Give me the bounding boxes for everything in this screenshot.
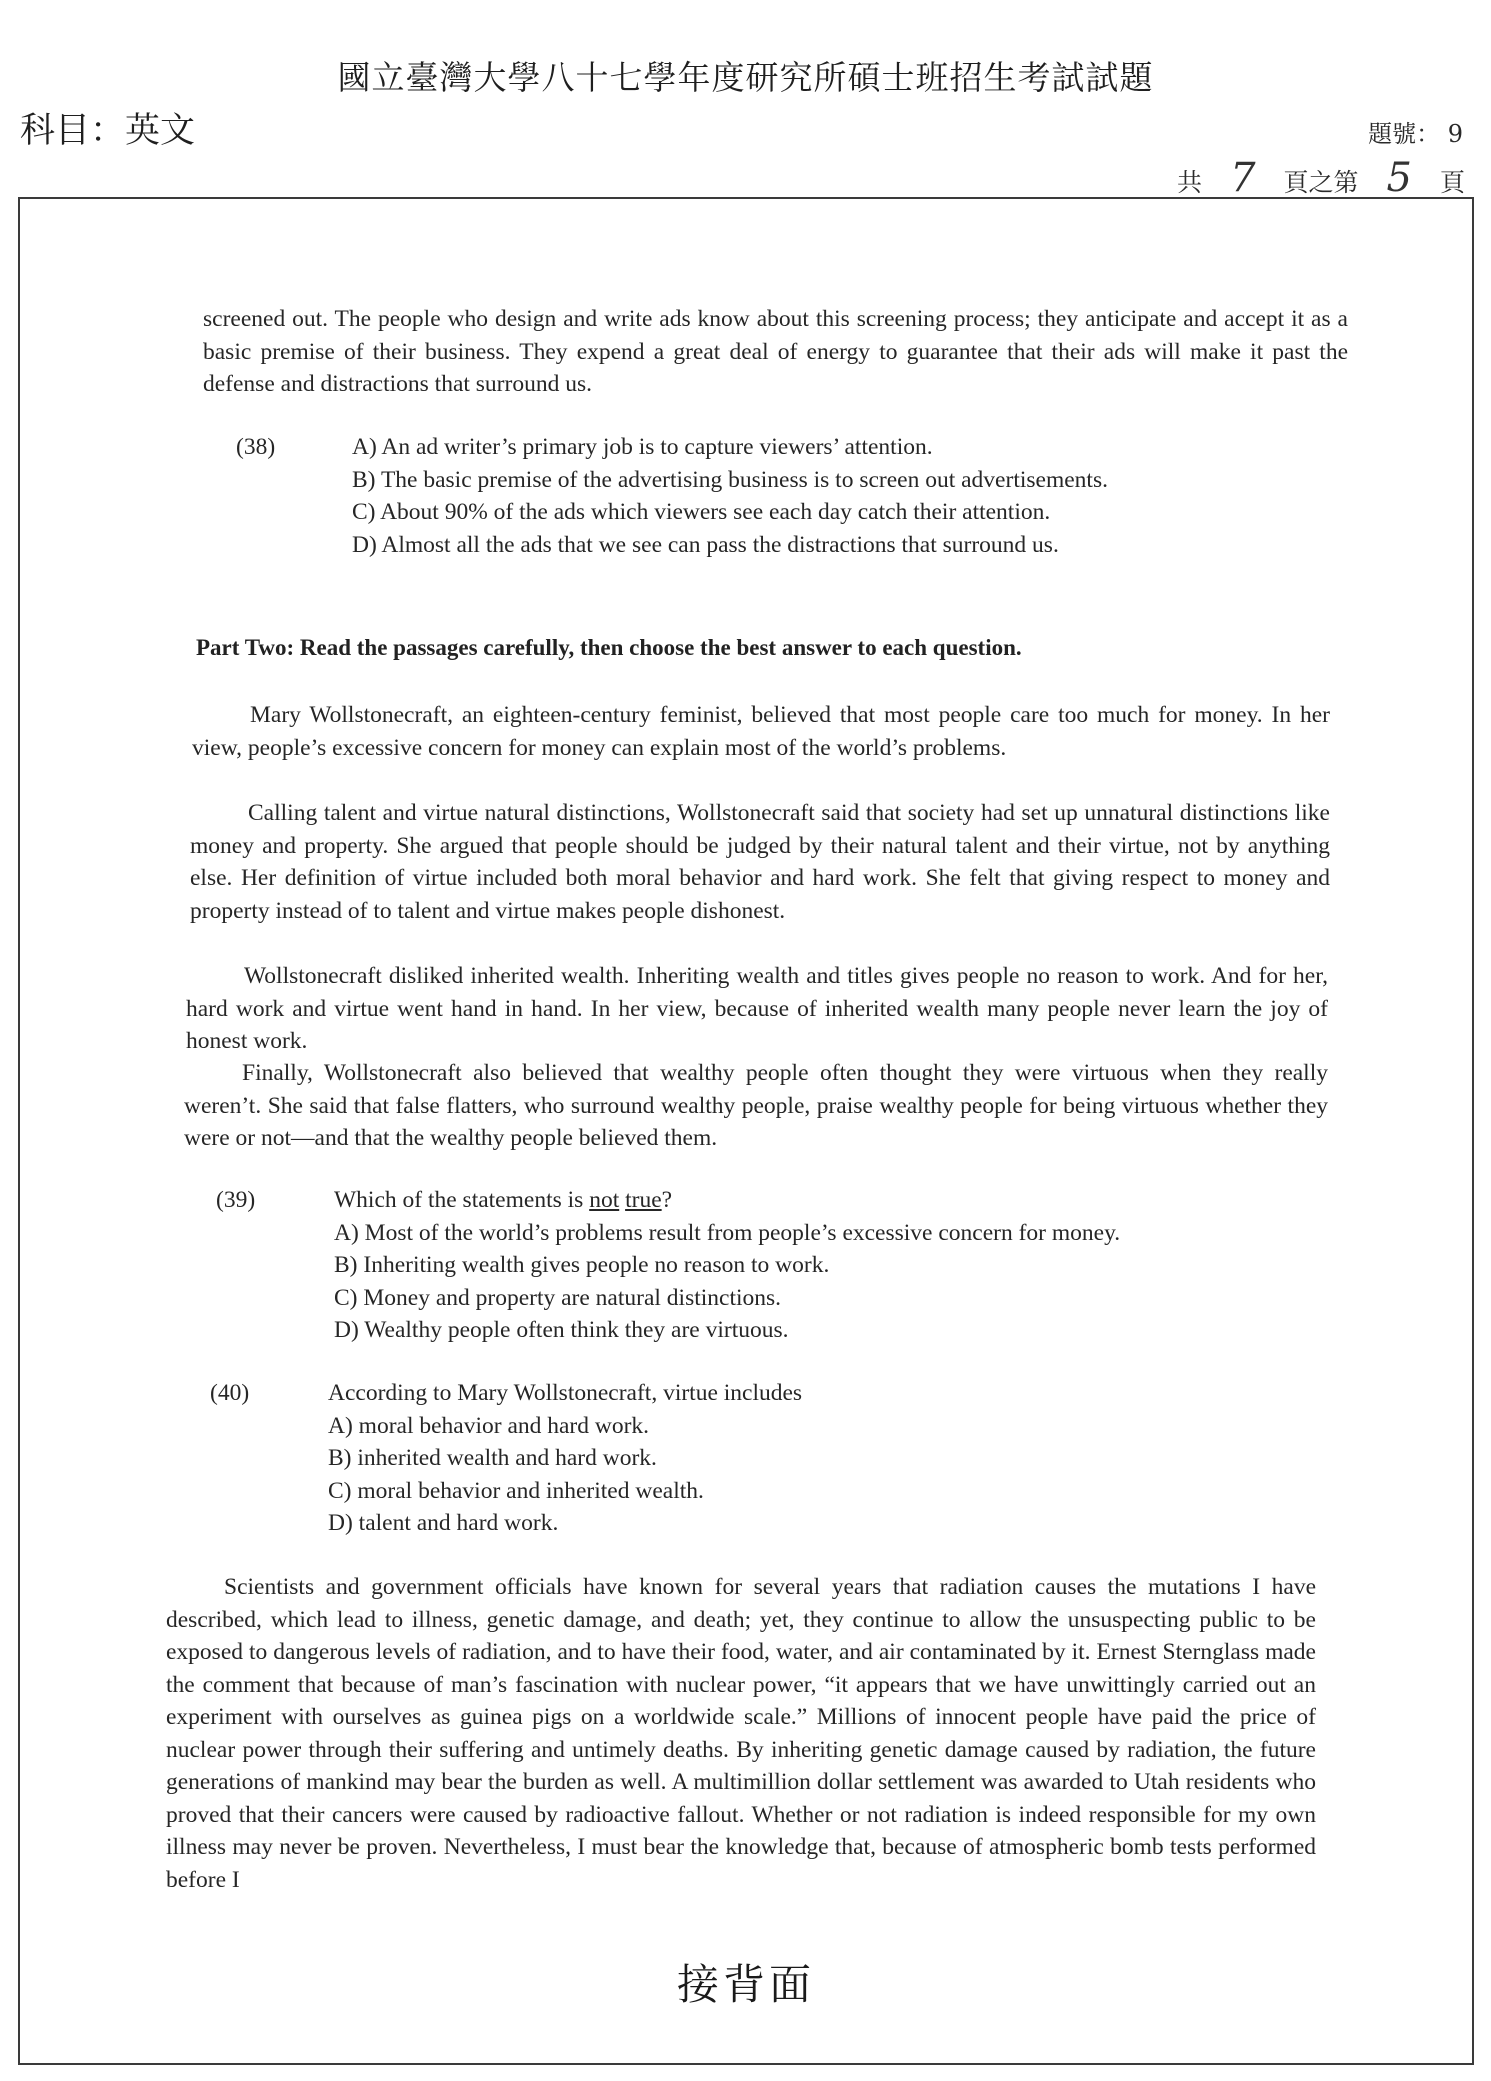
question-39-stem: Which of the statements is not true? (334, 1187, 673, 1213)
question-number: 題號： 9 (1368, 120, 1463, 148)
question-38-number: (38) (236, 434, 276, 460)
passage1-tail: screened out. The people who design and write ads know about this screening process; they anticipate and accept it as a basic premise of their business. They expend a great deal of energy to guarantee that their ads will make it past the defense and distractions that surround us. (203, 306, 1348, 397)
option-39-c: C) Money and property are natural distinctions. (334, 1284, 782, 1311)
exam-content (20, 199, 1472, 2063)
option-38-a: A) An ad writer’s primary job is to capture viewers’ attention. (352, 434, 933, 460)
option-38-c: C) About 90% of the ads which viewers see each day catch their attention. (352, 499, 1051, 525)
option-39-d: D) Wealthy people often think they are virtuous. (334, 1317, 789, 1343)
question-39-options (334, 1184, 1326, 1347)
question-38 (236, 431, 1236, 561)
passage2-para-4: Finally, Wollstonecraft also believed that wealthy people often thought they were virtuous when they really weren’t. She said that false flatters, who surround wealthy people, praise wealthy people for being virtuous whether they were or not—and that the wealthy people believed them. (184, 1060, 1328, 1151)
current-page: 5 (1386, 155, 1412, 201)
question-40-number: (40) (210, 1380, 250, 1406)
passage2-para-1: Mary Wollstonecraft, an eighteen-century feminist, believed that most people care too much for money. In her view, people’s excessive concern for money can explain most of the world’s problems. (192, 702, 1330, 761)
option-39-b: B) Inheriting wealth gives people no reason to work. (334, 1252, 830, 1278)
continue-on-back-note: 接背面 (676, 1960, 815, 2009)
passage3: Scientists and government officials have known for several years that radiation causes the mutations I have described, which lead to illness, genetic damage, and death; yet, they continue to allow the unsuspecting public to be exposed to dangerous levels of radiation, and to have their food, water, and air contaminated by it. Ernest Sternglass made the comment that because of man’s fascination with nuclear power, “it appears that we have unwittingly carried out an experiment with ourselves as guinea pigs on a worldwide scale.” Millions of innocent people have paid the price of nuclear power through their suffering and untimely deaths. By inheriting genetic damage caused by radiation, the future generations of mankind may bear the burden as well. A multimillion dollar settlement was awarded to Utah residents who proved that their cancers were caused by radioactive fallout. Whether or not radiation is indeed responsible for my own illness may never be proven. Nevertheless, I must bear the knowledge that, because of atmospheric bomb tests performed before I (166, 1574, 1316, 1893)
question-40-stem: According to Mary Wollstonecraft, virtue includes (328, 1380, 803, 1406)
passage2-para-3: Wollstonecraft disliked inherited wealth. Inheriting wealth and titles gives people no reason to work. And for her, hard work and virtue went hand in hand. In her view, because of inherited wealth many people never learn the joy of honest work. (186, 963, 1328, 1054)
question-40-options (328, 1377, 1210, 1540)
exam-frame (18, 197, 1474, 2065)
page-prefix: 共 (1177, 168, 1203, 197)
option-40-c: C) moral behavior and inherited wealth. (328, 1477, 704, 1504)
option-40-b: B) inherited wealth and hard work. (328, 1445, 657, 1471)
page-count (1177, 155, 1465, 201)
question-40 (210, 1377, 1210, 1540)
question-39-number: (39) (216, 1187, 256, 1213)
total-pages: 7 (1230, 155, 1256, 201)
question-38-options (352, 431, 1236, 561)
question-39 (216, 1184, 1326, 1347)
exam-title: 國立臺灣大學八十七學年度研究所碩士班招生考試試題 (337, 58, 1154, 97)
option-40-d: D) talent and hard work. (328, 1510, 559, 1536)
option-40-a: A) moral behavior and hard work. (328, 1412, 650, 1439)
part-two-heading: Part Two: Read the passages carefully, then choose the best answer to each question. (196, 635, 1022, 660)
passage2-para-2: Calling talent and virtue natural distinctions, Wollstonecraft said that society had set up unnatural distinctions like money and property. She argued that people should be judged by their natural talent and their virtue, not by anything else. Her definition of virtue included both moral behavior and hard work. She felt that giving respect to money and property instead of to talent and virtue makes people dishonest. (190, 800, 1330, 924)
option-38-b: B) The basic premise of the advertising business is to screen out advertisements. (352, 466, 1108, 493)
page-suffix: 頁 (1439, 168, 1465, 197)
page-mid: 頁之第 (1283, 168, 1359, 197)
option-39-a: A) Most of the world’s problems result from people’s excessive concern for money. (334, 1219, 1121, 1246)
subject-label: 科目：英文 (20, 111, 196, 151)
option-38-d: D) Almost all the ads that we see can pass the distractions that surround us. (352, 531, 1059, 558)
